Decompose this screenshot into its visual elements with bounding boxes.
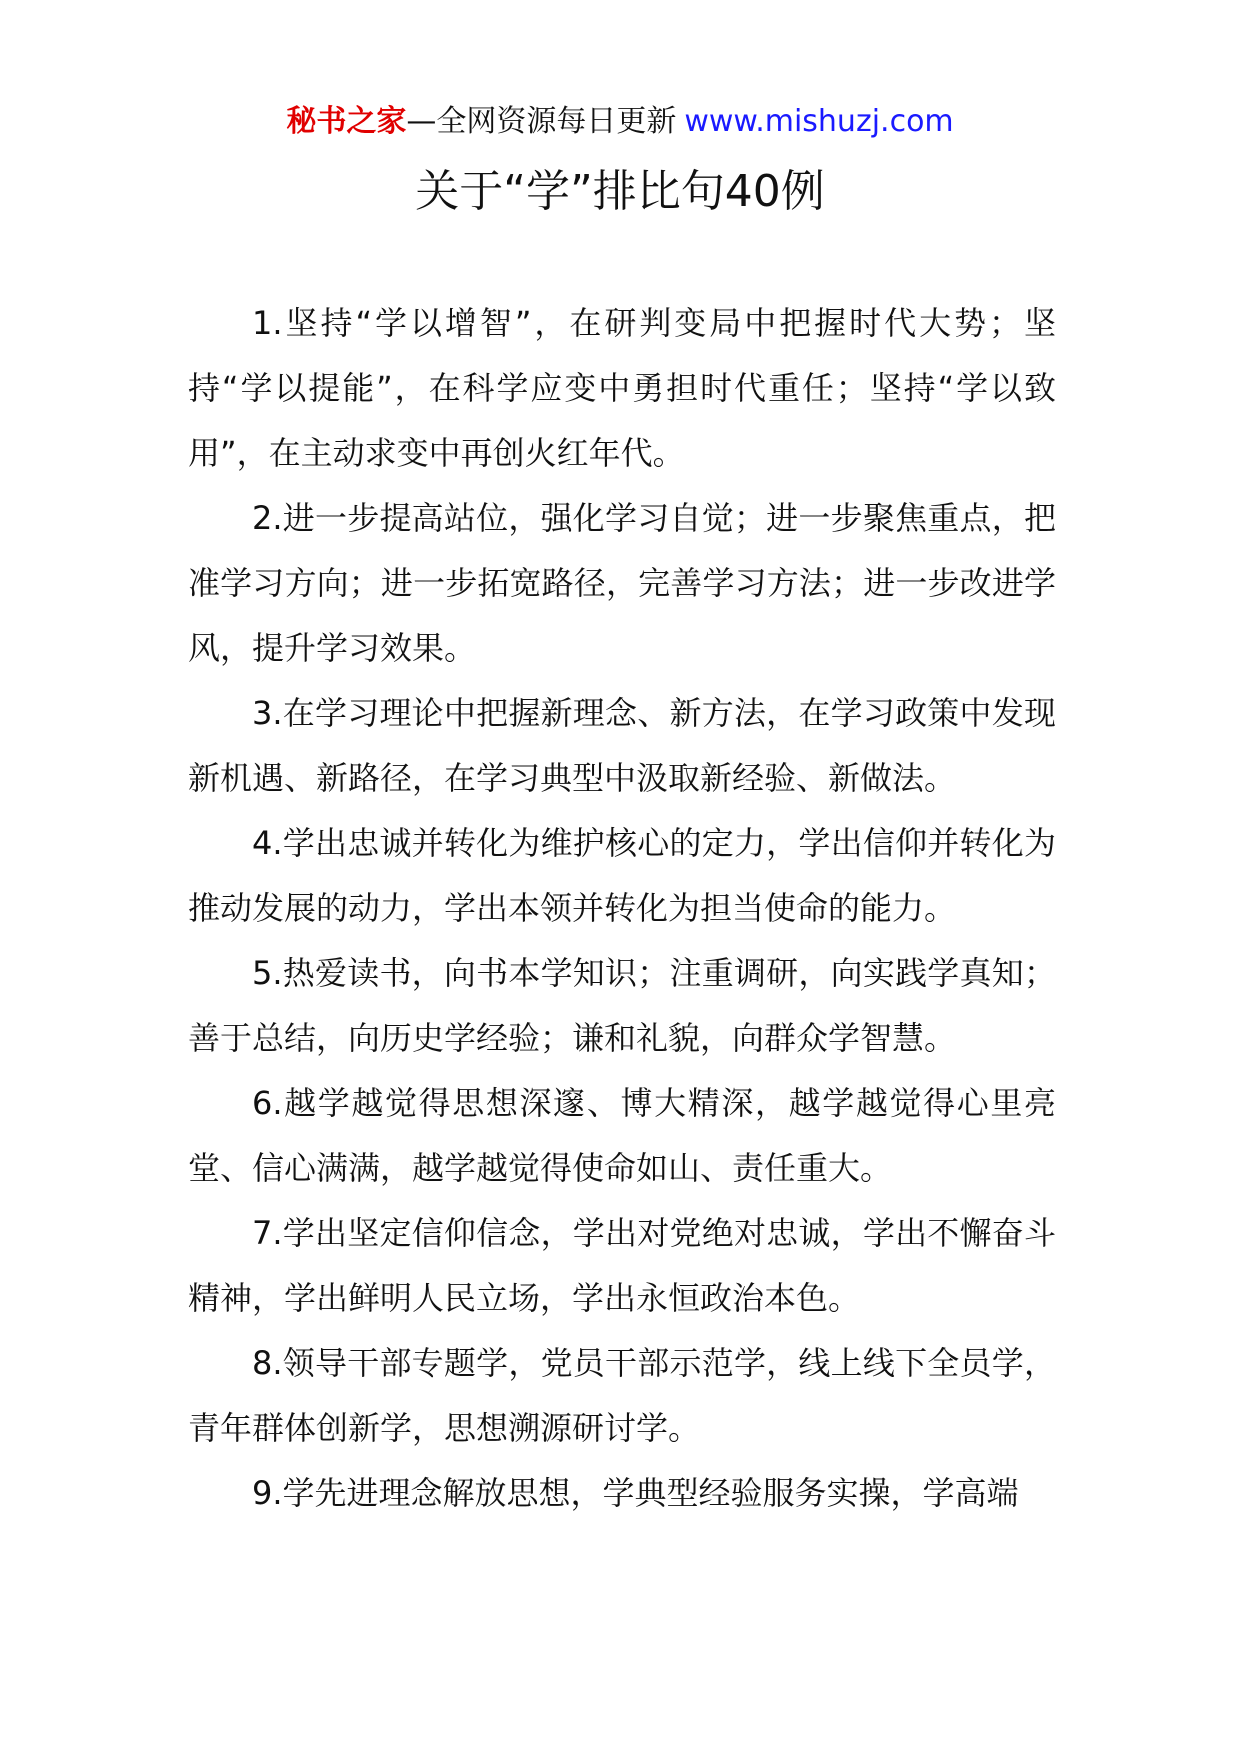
paragraph-1: 1.坚持“学以增智”，在研判变局中把握时代大势；坚持“学以提能”，在科学应变中勇担时代重任；坚持“学以致用”，在主动求变中再创火红年代。 xyxy=(188,304,1056,472)
paragraph-5: 5.热爱读书，向书本学知识；注重调研，向实践学真知；善于总结，向历史学经验；谦和礼貌，向群众学智慧。 xyxy=(188,954,1056,1057)
site-header xyxy=(0,100,1240,144)
paragraph-4: 4.学出忠诚并转化为维护核心的定力，学出信仰并转化为推动发展的动力，学出本领并转化为担当使命的能力。 xyxy=(188,824,1056,927)
paragraph-8: 8.领导干部专题学，党员干部示范学，线上线下全员学，青年群体创新学，思想溯源研讨学。 xyxy=(188,1344,1056,1447)
site-url-link[interactable]: www.mishuzj.com xyxy=(684,104,954,139)
paragraph-9: 9.学先进理念解放思想，学典型经验服务实操，学高端 xyxy=(252,1474,1019,1512)
paragraph-6: 6.越学越觉得思想深邃、博大精深，越学越觉得心里亮堂、信心满满，越学越觉得使命如山、责任重大。 xyxy=(188,1084,1056,1187)
paragraph-7: 7.学出坚定信仰信念，学出对党绝对忠诚，学出不懈奋斗精神，学出鲜明人民立场，学出永恒政治本色。 xyxy=(188,1214,1056,1317)
document-body xyxy=(188,291,1056,1526)
document-title: 关于“学”排比句40例 xyxy=(415,166,825,217)
paragraph-2: 2.进一步提高站位，强化学习自觉；进一步聚焦重点，把准学习方向；进一步拓宽路径，完善学习方法；进一步改进学风，提升学习效果。 xyxy=(188,499,1056,667)
site-brand: 秘书之家 xyxy=(286,104,407,139)
paragraph-3: 3.在学习理论中把握新理念、新方法，在学习政策中发现新机遇、新路径，在学习典型中汲取新经验、新做法。 xyxy=(188,694,1056,797)
site-tagline: —全网资源每日更新 xyxy=(406,104,677,139)
